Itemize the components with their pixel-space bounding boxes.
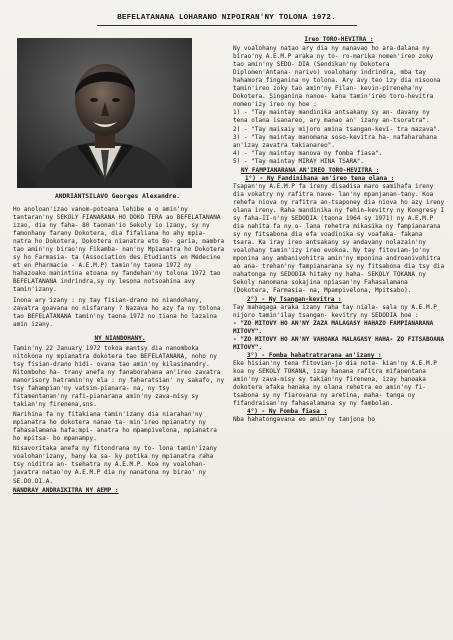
header-rule bbox=[97, 25, 357, 26]
toro-item-1: 1) - "Tay maintay mandinika antsakany sy an- davany ny tena olana isanareo, ary manao an' izany an-tsoratra". bbox=[233, 109, 434, 125]
toro-item-2: 2) - "Tay maisaiy mijoro amina tsangan-kevi- tra mazava". bbox=[233, 125, 441, 133]
sub4-heading: 4°) - Ny Fomba fiasa : bbox=[247, 408, 328, 416]
heading-niandohany: NY NIANDOHANY. bbox=[94, 334, 146, 342]
right-column bbox=[233, 36, 448, 424]
heading-fampianarana: NY FAMPIANARANA AN'IREO TORO-HEVITRA : bbox=[241, 166, 380, 174]
sub1-body: Tsapan'ny A.E.M.P fa ireny disadisa maro samihafa ireny dia vokatry ny rafitra nave- lan'ny mpanjanan-tany. Koa rehefa niova ny rafitra an-tsaponey dia niova ho azy ireny olana ireny. Raha mandinika ny fehin-kevitry ny Kongresy I sy faha-II-n'ny SEDODIA (taona 1964 sy 1971) ny A.E.M.P dia nahita fa ny o- lana rehetra mikasika ny fampianarana sy ny fitsabona dia efa voadinika sy voafaka- fakana tsara. Ka iray ireo antsakany sy andavany nolazain'ny voalohany tamin'izy ireo evokoa. Ny tay fitoviam-jo'ny mponina any ambanivohitra amin'ny mponina androanivohitra ao ana- trehan'ny fampianarana sy ny fitsabona dia tsy dia nahatonga ny SEDODIA hitaky ny haha- SEKOLY TOKANA ny Sekoly nanomana sokajina npiasan'ny Fahasalamana (Dokotera, Farmasia- na, Mpampivelona, Mpitsabo). bbox=[233, 182, 448, 295]
footer-heading: NANDRAY ANDRAIKITRA NY AEMP : bbox=[13, 486, 119, 494]
sub3-body: Eke hisian'ny tena fitovian-jo dia nota- kian'ny A.E.M.P koa ny SEKOLY TOKANA, izay hanana rafitra mifanentana amin'ny zava-misy sy takian'ny firenena, izay hanoaka dokotera afaka hanaka ny olana rehetra eo amin'ny fi- tsabona sy ny fiarovana ny aretina, maha- tanga ny fifandraisan'ny fahasalamana sy ny fambolan. bbox=[233, 359, 441, 408]
photo-caption: ANDRIANTSILAVO Georges Alexandre. bbox=[54, 193, 181, 200]
toro-body: Ny voalohany natao ary dia ny nanavao ho ara-dalana ny birao'ny A.E.M.P araka ny to- ro-marika nomen'ireo zoky tao amin'ny SEDO- DIA (Sendikan'ny Dokotera Diplomen'Antana- narivo) voalohany indrindra, mba tay hahamora finganina ny tolona. Ary avy teo izy dia nisoona tamin'ireo zoky tao amin'ny Filan- kevin-pireneha'ny Dokotera. Singanina nanoe- kana tamin'ireo toro-hevitra nomen'izy ireo ny hoe : bbox=[233, 45, 445, 109]
sub3-heading: 3°) - Fomba hahatratrarana an'izany : bbox=[247, 351, 382, 359]
sub2-quote-1: - "ZO MITOVY HO AN'NY ZAZA MALAGASY HAHAZO FAMPIANARANA MITOVY". bbox=[233, 319, 437, 335]
sub2-heading: 2°) - Ny Tsangan-kevitra : bbox=[247, 295, 342, 303]
body2-paragraph: Narihina fa ny fitakiana tamin'izany dia niarahan'ny mpianatra ho dokotera nanao ta- min'ireo mpianatry ny fahasalamana hafa:mpi- anatra ho mpampivelona, mpianatra ho mpitsa- bo mpanampy. bbox=[13, 411, 221, 443]
toro-item-4: 4) - "Tay maintay manova ny fomba fiasa". bbox=[233, 149, 383, 157]
sub2-body: Tay mahagaga araka izany raha tay niala- sala ny A.E.M.P nijoro tamin'ilay tsangan- kevitry ny SEDODIA hoe : bbox=[233, 303, 441, 319]
heading-toro-hevitra: Ireo TORO-HEVITRA : bbox=[304, 36, 374, 43]
sub1-heading: 1°) - Ny Fandinihana an'ireo tena olana : bbox=[245, 174, 395, 182]
header-title: BEFELATANANA LOHARANO NIPOIRAN'NY TOLONA 1972. bbox=[117, 14, 336, 22]
sub2-quote-2: - "ZO MITOVY HO AN'NY VAHOAKA MALAGASY HAHA- ZO FITSABOANA MITOVY". bbox=[233, 335, 448, 351]
sub4-body: Nba hahatongavana eo amin'ny tanjona ho bbox=[233, 416, 375, 424]
body3-paragraph: Nisavoritaka anefa ny fitondrana ny to- lona tamin'izany voalohan'izany, hany ka sa- ky potika ny mpianatra raha tsy niditra an- tsehatra ny A.E.M.P. Koa ny voalohan-javatra natao'ny A.E.M.P dia ny nanatona ny birao' ny SE.DO.DI.A. bbox=[13, 445, 221, 485]
intro2-paragraph: Inona ary izany : ny tay fisian-drano no niandohany, zavatra goavana no nisfarany ? Nazava ho azy fa ny tolona tao BEFELATANANA tamin'ny taona 1972 no tiana ho lazaina amin izany. bbox=[13, 296, 225, 328]
toro-item-3: 3) - "Tay maintay manomana soso-kevitra ha- nafaharahana an'izay zavatra takianareo". bbox=[233, 133, 441, 149]
left-column bbox=[13, 206, 227, 495]
intro-paragraph: Ho anoloan'izao vanom-potoana lehibe e o amin'ny tantaran'ny SEKOLY FIANARANA HO DOKO TERA ao BEFELATANANA izao, dia ny faha- 80 taonan'io Sekoly io izany, sy ny famonhany farany Dokotera, dia fifaliana ho ahy mpia- natra ho Dokotera, Dokotera nianatra eto Bo- garia, mambra tao amin'ny birao'ny Fikamba- nan'ny Mpianatra ho Dokotera sy ho Farmasia- ta (Association des Etudiants en Médecine et en Pharmacie - A.E.M.P) tamin'ny taona 1972 ny hahazoako manintina etoana ny fandehan'ny tolona 1972 tao BEFELATANANA indrindra,sy ny lesona notsoahina avy tamin'izany. bbox=[13, 206, 228, 294]
portrait-photo bbox=[17, 38, 192, 188]
page-header bbox=[0, 14, 453, 26]
body1-paragraph: Tamin'ny 22 January 1972 tokoa mantsy dia nanomboka nitokona ny mpianatra dokotera tao BEFELATANANA, noho ny tsy fisian-drano hidi- ovana tao amin'ny kilasimandry. Nitomboho ha- trany anefa ny fanaborahana an'ireo zavatra manorisory hatramin'ny ela : ny faharatsian' ny sakafo, ny tsy fahampian'ny vatsim-pianara- na, ny tsy fitamentanan'ny rafi-pianarana amin'ny zava-misy sy takian'ny firenena,sns. bbox=[13, 344, 228, 409]
toro-item-5: 5) - "Tay maintay MIRAY HINA TSARA". bbox=[233, 157, 365, 165]
